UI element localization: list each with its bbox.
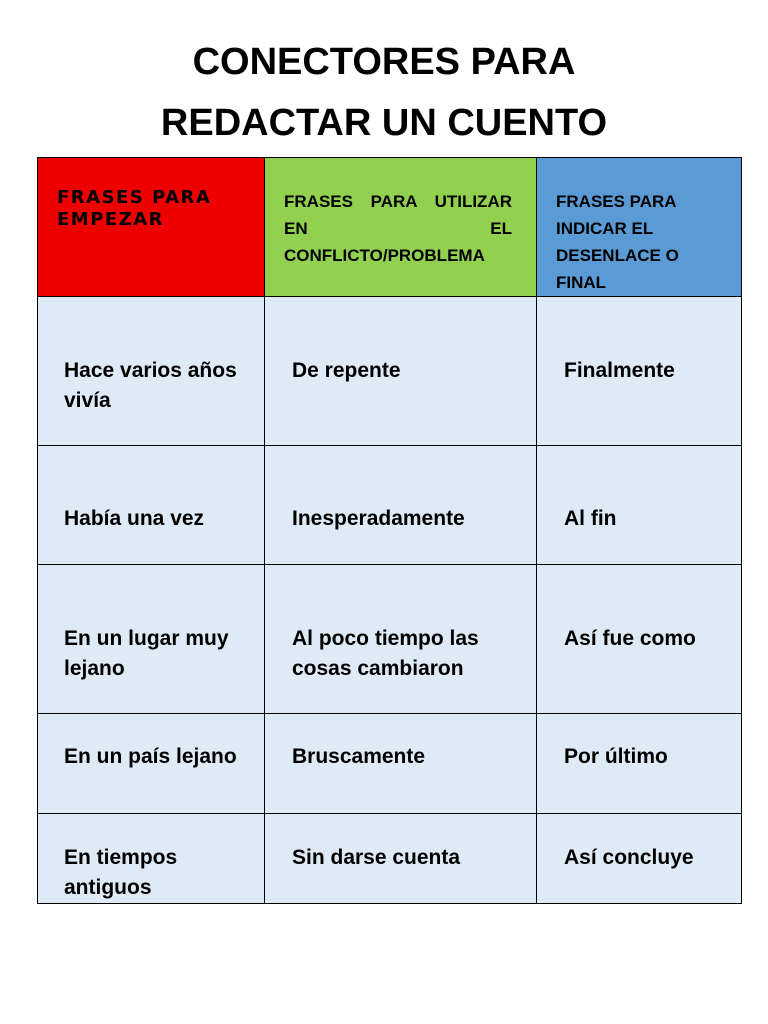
table-cell-conflict bbox=[265, 814, 537, 904]
table-cell-conflict bbox=[265, 446, 537, 565]
cell-text: Sin darse cuenta bbox=[292, 846, 461, 869]
cell-text: En un lugar muy lejano bbox=[64, 627, 229, 680]
header-label-start: FRASES PARA EMPEZAR bbox=[57, 187, 212, 230]
table-cell-start bbox=[38, 297, 265, 446]
cell-text: Así concluye bbox=[564, 846, 694, 869]
header-label-ending: FRASES PARA INDICAR EL DESENLACE O FINAL bbox=[556, 192, 679, 292]
table-row bbox=[38, 297, 742, 446]
header-cell-ending bbox=[537, 158, 742, 297]
table-cell-start bbox=[38, 446, 265, 565]
cell-text: Al poco tiempo las cosas cambiaron bbox=[292, 627, 479, 680]
cell-text: En un país lejano bbox=[64, 745, 237, 768]
header-cell-conflict bbox=[265, 158, 537, 297]
cell-text: Hace varios años vivía bbox=[64, 359, 237, 412]
cell-text: Inesperadamente bbox=[292, 507, 465, 530]
table-cell-ending bbox=[537, 814, 742, 904]
table-row bbox=[38, 814, 742, 904]
table-cell-ending bbox=[537, 714, 742, 814]
cell-text: Bruscamente bbox=[292, 745, 426, 768]
table-cell-conflict bbox=[265, 297, 537, 446]
header-cell-start bbox=[38, 158, 265, 297]
cell-text: Así fue como bbox=[564, 627, 696, 650]
table-header-row bbox=[38, 158, 742, 297]
cell-text: Finalmente bbox=[564, 359, 675, 382]
table-cell-ending bbox=[537, 446, 742, 565]
cell-text: De repente bbox=[292, 359, 401, 382]
page-title-line-1: CONECTORES PARA bbox=[192, 41, 576, 83]
cell-text: Por último bbox=[564, 745, 668, 768]
cell-text: En tiempos antiguos bbox=[64, 846, 178, 899]
table-row bbox=[38, 714, 742, 814]
table-cell-ending bbox=[537, 297, 742, 446]
table-row bbox=[38, 446, 742, 565]
page-title-line-2: REDACTAR UN CUENTO bbox=[160, 102, 608, 144]
cell-text: Había una vez bbox=[64, 507, 205, 530]
header-label-conflict: FRASES PARA UTILIZAR EN EL CONFLICTO/PROBLEMA bbox=[284, 192, 512, 265]
table-cell-conflict bbox=[265, 714, 537, 814]
table-cell-start bbox=[38, 814, 265, 904]
table-cell-conflict bbox=[265, 565, 537, 714]
table-row bbox=[38, 565, 742, 714]
table-cell-start bbox=[38, 714, 265, 814]
table-cell-start bbox=[38, 565, 265, 714]
connectors-table bbox=[37, 157, 742, 904]
table-cell-ending bbox=[537, 565, 742, 714]
cell-text: Al fin bbox=[564, 507, 617, 530]
